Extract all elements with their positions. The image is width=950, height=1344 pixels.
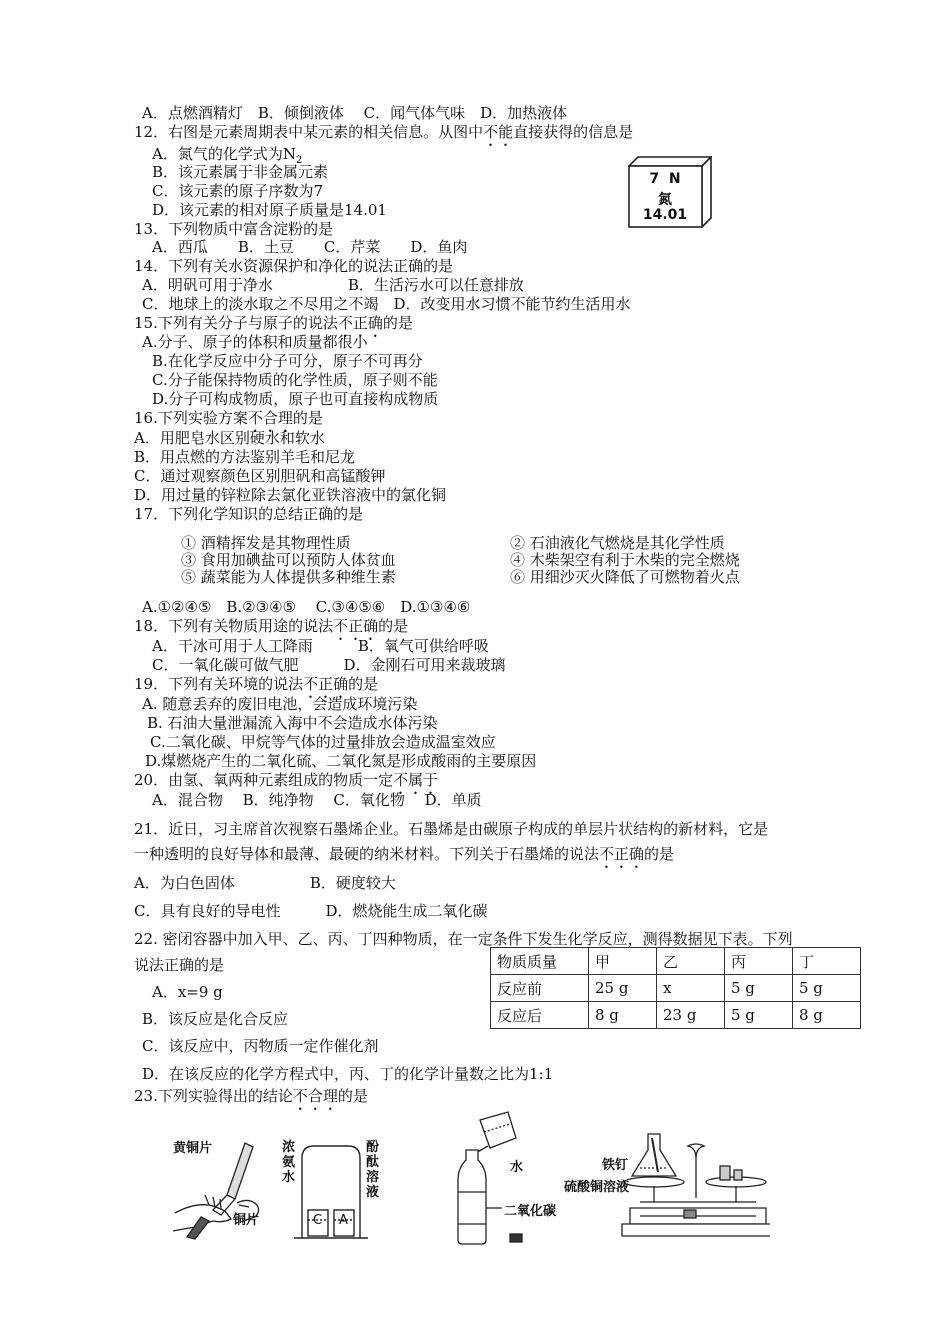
q12-stem: 12．右图是元素周期表中某元素的相关信息。从图中不能直接获得的信息是	[134, 123, 634, 141]
element-number-symbol: 7 N	[649, 171, 681, 187]
figure-co2-bottle	[450, 1108, 560, 1248]
q21-options-ab: A．为白色固体 B．硬度较大	[134, 874, 396, 892]
q18-options-ab: A．干冰可用于人工降雨 B．氧气可供给呼吸	[152, 637, 489, 655]
table-cell: 丙	[725, 948, 793, 975]
q12-option-b: B．该元素属于非金属元素	[152, 163, 329, 181]
label-water: 水	[510, 1160, 524, 1175]
table-cell: x	[657, 975, 725, 1002]
q15-option-d: D.分子可构成物质，原子也可直接构成物质	[152, 390, 439, 408]
q15-option-c: C.分子能保持物质的化学性质，原子则不能	[152, 371, 438, 389]
table-cell: 5 g	[725, 1002, 793, 1029]
q16-option-c: C．通过观察颜色区别胆矾和高锰酸钾	[134, 467, 386, 485]
q18-stem: 18．下列有关物质用途的说法不正确的是	[134, 617, 409, 635]
table-row	[491, 948, 861, 975]
q15-stem: 15.下列有关分子与原子的说法不正确的是	[134, 314, 413, 332]
q17-item-3: ③ 食用加碘盐可以预防人体贫血	[181, 551, 396, 569]
q22-option-d: D．在该反应的化学方程式中，丙、丁的化学计量数之比为1:1	[142, 1065, 554, 1083]
q17-stem: 17．下列化学知识的总结正确的是	[134, 505, 364, 523]
q14-stem: 14．下列有关水资源保护和净化的说法正确的是	[134, 257, 454, 275]
q17-item-6: ⑥ 用细沙灭火降低了可燃物着火点	[510, 568, 740, 586]
q13-stem: 13．下列物质中富含淀粉的是	[134, 220, 334, 238]
element-mass: 14.01	[642, 207, 688, 223]
q22-stem-line1: 22. 密闭容器中加入甲、乙、丙、丁四种物质，在一定条件下发生化学反应，测得数据见下表。下列	[134, 930, 793, 948]
table-cell: 物质质量	[491, 948, 589, 975]
label-phenolphthalein: 酚酞溶液	[366, 1140, 380, 1200]
q19-stem: 19．下列有关环境的说法不正确的是	[134, 675, 379, 693]
element-name: 氮	[658, 192, 672, 208]
q15-option-a: A.分子、原子的体积和质量都很小	[142, 333, 368, 351]
q13-options: A．西瓜 B．土豆 C．芹菜 D．鱼肉	[152, 238, 468, 256]
label-cup-c: C	[313, 1213, 323, 1228]
q16-option-d: D．用过量的锌粒除去氯化亚铁溶液中的氯化铜	[134, 486, 447, 504]
q18-options-cd: C．一氧化碳可做气肥 D．金刚石可用来裁玻璃	[152, 656, 506, 674]
q12-option-d: D．该元素的相对原子质量是14.01	[152, 201, 387, 219]
label-copper-sulfate: 硫酸铜溶液	[564, 1180, 630, 1195]
q22-option-a: A．x=9 g	[152, 983, 223, 1001]
q19-option-a: A. 随意丢弃的废旧电池，会造成环境污染	[142, 695, 418, 713]
table-cell: 乙	[657, 948, 725, 975]
table-row	[491, 1002, 861, 1029]
q22-option-c: C．该反应中，丙物质一定作催化剂	[142, 1037, 379, 1055]
q15-option-b: B.在化学反应中分子可分，原子不可再分	[152, 352, 423, 370]
label-copper: 铜片	[233, 1213, 260, 1228]
q17-options: A.①②④⑤ B.②③④⑤ C.③④⑤⑥ D.①③④⑥	[142, 598, 471, 616]
q11-options: A．点燃酒精灯 B．倾倒液体 C．闻气体气味 D．加热液体	[142, 104, 568, 122]
table-row	[491, 975, 861, 1002]
q16-option-a: A．用肥皂水区别硬水和软水	[134, 429, 325, 447]
table-cell: 丁	[793, 948, 861, 975]
q16-stem: 16.下列实验方案不合理的是	[134, 409, 323, 427]
q19-option-b: B. 石油大量泄漏流入海中不会造成水体污染	[147, 714, 438, 732]
table-cell: 甲	[589, 948, 657, 975]
q22-option-b: B．该反应是化合反应	[142, 1010, 289, 1028]
q21-stem-line1: 21．近日，习主席首次视察石墨烯企业。石墨烯是由碳原子构成的单层片状结构的新材料，它是	[134, 820, 769, 838]
q19-option-c: C.二氧化碳、甲烷等气体的过量排放会造成温室效应	[150, 733, 496, 751]
element-card	[628, 156, 712, 228]
label-brass: 黄铜片	[173, 1141, 213, 1156]
q14-options-cd: C．地球上的淡水取之不尽用之不竭 D．改变用水习惯不能节约生活用水	[142, 295, 631, 313]
table-cell: 8 g	[793, 1002, 861, 1029]
q17-item-5: ⑤ 蔬菜能为人体提供多种维生素	[181, 568, 396, 586]
q16-option-b: B．用点燃的方法鉴别羊毛和尼龙	[134, 448, 356, 466]
q20-options: A．混合物 B．纯净物 C．氧化物 D．单质	[152, 791, 482, 809]
q12-option-a: A．氮气的化学式为$N_2$	[152, 145, 303, 166]
figure-balance	[560, 1128, 770, 1243]
label-cup-a: A	[339, 1213, 348, 1228]
figure-ammonia-diffusion	[280, 1140, 390, 1245]
q17-item-2: ② 石油液化气燃烧是其化学性质	[510, 534, 725, 552]
table-cell: 反应后	[491, 1002, 589, 1029]
q20-stem: 20．由氢、氧两种元素组成的物质一定不属于	[134, 771, 439, 789]
q21-options-cd: C．具有良好的导电性 D．燃烧能生成二氧化碳	[134, 902, 488, 920]
table-cell: 反应前	[491, 975, 589, 1002]
table-cell: 25 g	[589, 975, 657, 1002]
q12-option-c: C．该元素的原子序数为7	[152, 182, 324, 200]
q14-options-ab: A．明矾可用于净水 B．生活污水可以任意排放	[142, 276, 524, 294]
q21-stem-line2: 一种透明的良好导体和最薄、最硬的纳米材料。下列关于石墨烯的说法不正确的是	[134, 845, 675, 863]
figure-brass-copper	[165, 1135, 275, 1240]
label-iron-nail: 铁钉	[602, 1158, 629, 1173]
table-cell: 5 g	[725, 975, 793, 1002]
label-ammonia: 浓氨水	[282, 1140, 296, 1185]
label-co2: 二氧化碳	[504, 1204, 557, 1219]
q22-stem-line2: 说法正确的是	[134, 956, 225, 974]
table-cell: 23 g	[657, 1002, 725, 1029]
q19-option-d: D.煤燃烧产生的二氧化硫、二氧化氮是形成酸雨的主要原因	[145, 752, 537, 770]
q17-item-1: ① 酒精挥发是其物理性质	[181, 534, 351, 552]
table-cell: 5 g	[793, 975, 861, 1002]
table-cell: 8 g	[589, 1002, 657, 1029]
q17-item-4: ④ 木柴架空有利于木柴的完全燃烧	[510, 551, 740, 569]
bottle-beaker-illustration	[450, 1108, 560, 1248]
q22-data-table	[490, 947, 861, 1029]
q23-stem: 23.下列实验得出的结论不合理的是	[134, 1087, 368, 1105]
